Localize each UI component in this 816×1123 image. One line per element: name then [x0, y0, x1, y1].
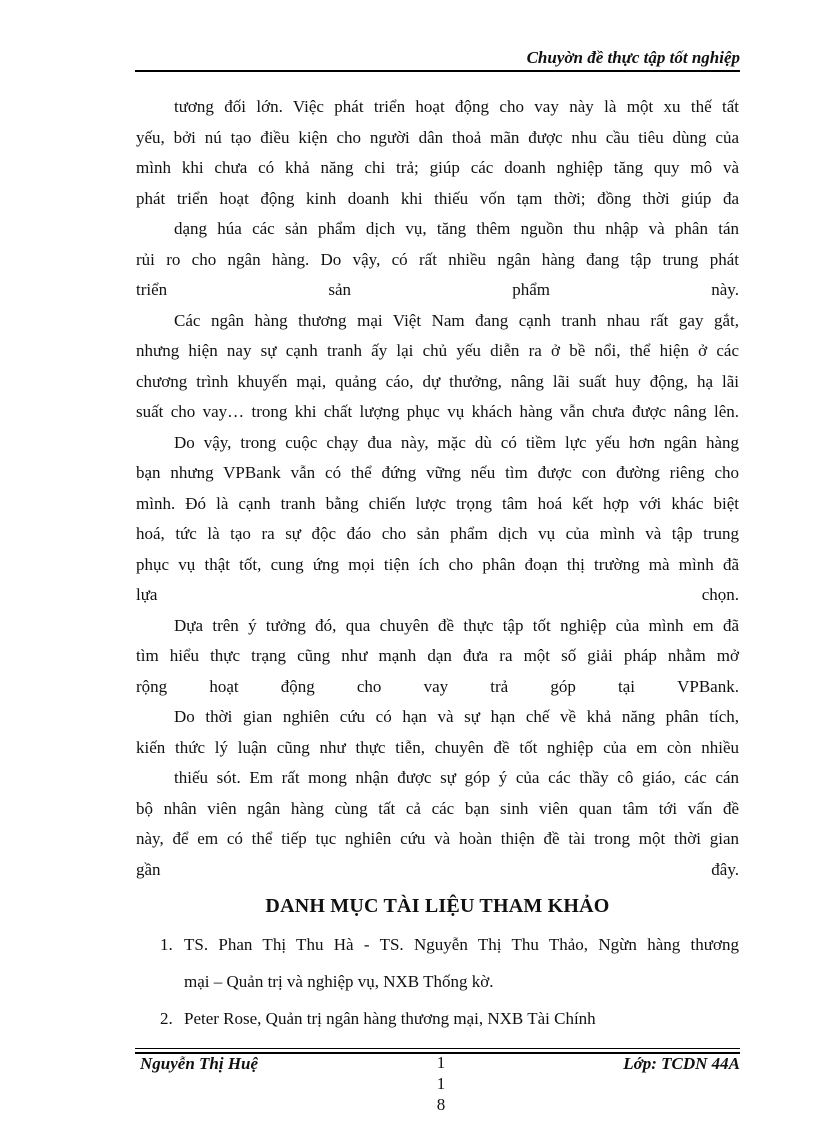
page-digit: 1 [436, 1074, 446, 1093]
text-line: Dựa trên ý tưởng đó, qua chuyên đề thực tập tốt nghiệp của mình em đã [174, 615, 739, 635]
paragraph [136, 611, 739, 703]
text-line: mình. Đó là cạnh tranh bằng chiến lược trọng tâm hoá kết hợp với khác biệt [136, 493, 739, 513]
text-line: nhưng hiện nay sự cạnh tranh ấy lại chủ yếu diễn ra ở bề nổi, thể hiện ở các [136, 341, 739, 360]
header-rule [135, 70, 740, 72]
footer-class: Lớp: TCDN 44A [623, 1054, 740, 1073]
word: hoạt [209, 676, 239, 696]
page-number [426, 1052, 456, 1115]
footer-author: Nguyễn Thị Huệ [140, 1054, 259, 1073]
text-line: Các ngân hàng thương mại Việt Nam đang cạnh tranh nhau rất gay gắt, [174, 310, 739, 330]
paragraph [136, 428, 739, 611]
text-line: bạn nhưng VPBank vẫn có thể đứng vững nếu tìm được con đường riêng cho [136, 463, 739, 482]
word: sản [328, 280, 352, 299]
word: tại [617, 676, 635, 696]
text-line: chương trình khuyến mại, quảng cáo, dự thưởng, nâng lãi suất huy động, hạ lãi [136, 371, 739, 391]
word: góp [550, 676, 576, 696]
text-line [136, 855, 739, 886]
text-line: phát triển hoạt động kinh doanh khi thiếu vốn tạm thời; đồng thời giúp đa [136, 188, 739, 208]
text-line: bộ nhân viên ngân hàng cùng tất cả các bạn sinh viên quan tâm tới vấn đề [136, 798, 739, 818]
word: chọn. [701, 585, 739, 604]
word: đây. [711, 859, 739, 879]
references-heading: DANH MỤC TÀI LIỆU THAM KHẢO [265, 895, 610, 917]
paragraph [136, 92, 739, 306]
word: triển [136, 280, 168, 299]
text-line: Do vậy, trong cuộc chạy đua này, mặc dù có tiềm lực yếu hơn ngân hàng [174, 432, 739, 452]
text-line: rủi ro cho ngân hàng. Do vậy, có rất nhiều ngân hàng đang tập trung phát [136, 249, 739, 269]
word: động [280, 676, 315, 696]
word: vay [423, 676, 449, 696]
page-digit: 8 [436, 1095, 446, 1114]
body-paragraphs [136, 92, 739, 885]
reference-item [136, 1000, 739, 1037]
text-line [136, 580, 739, 611]
reference-item [136, 926, 739, 1000]
text-line: mình khi chưa có khả năng chi trả; giúp các doanh nghiệp tăng quy mô và [136, 158, 739, 177]
footer-rule [135, 1048, 740, 1049]
text-line: tìm hiểu thực trạng cũng như mạnh dạn đưa ra một số giải pháp nhằm mở [136, 646, 739, 665]
word: này. [711, 280, 739, 299]
references-list [136, 926, 739, 1037]
text-line: suất cho vay… trong khi chất lượng phục vụ khách hàng vẫn chưa được nâng lên. [136, 402, 739, 421]
word: VPBank. [677, 676, 739, 696]
document-body [136, 92, 739, 1037]
text-line: phục vụ thật tốt, cung ứng mọi tiện ích cho phân đoạn thị trường mà mình đã [136, 554, 739, 574]
reference-line: Peter Rose, Quản trị ngân hàng thương mại, NXB Tài Chính [184, 1008, 596, 1028]
word: cho [356, 676, 382, 696]
text-line [136, 275, 739, 306]
text-line: hoá, tức là tạo ra sự độc đáo cho sản phẩm dịch vụ của mình và tập trung [136, 524, 739, 543]
text-line: dạng húa các sản phẩm dịch vụ, tăng thêm nguồn thu nhập và phân tán [174, 219, 739, 238]
paragraph [136, 306, 739, 428]
reference-number: 2. [160, 1008, 173, 1028]
word: trả [490, 676, 509, 696]
text-line [136, 672, 739, 703]
word: phẩm [512, 280, 551, 299]
text-line: kiến thức lý luận cũng như thực tiễn, chuyên đề tốt nghiệp của em còn nhiều [136, 737, 739, 757]
word: rộng [136, 676, 168, 696]
reference-number: 1. [160, 934, 173, 954]
reference-line: TS. Phan Thị Thu Hà - TS. Nguyễn Thị Thu Thảo, Ngừn hàng thương [184, 934, 739, 954]
text-line: này, để em có thể tiếp tục nghiên cứu và hoàn thiện đề tài trong một thời gian [136, 829, 739, 848]
paragraph [136, 702, 739, 885]
word: lựa [136, 585, 158, 604]
text-line: thiếu sót. Em rất mong nhận được sự góp ý của các thầy cô giáo, các cán [174, 768, 739, 787]
text-line: Do thời gian nghiên cứu có hạn và sự hạn chế về khả năng phân tích, [174, 707, 739, 726]
word: gần [136, 859, 161, 879]
text-line: tương đối lớn. Việc phát triển hoạt động cho vay này là một xu thế tất [174, 97, 739, 116]
header-title: Chuyờn đề thực tập tốt nghiệp [526, 48, 740, 67]
page-digit: 1 [436, 1053, 446, 1072]
text-line: yếu, bởi nú tạo điều kiện cho người dân thoả mãn được nhu cầu tiêu dùng của [136, 127, 739, 147]
reference-line: mại – Quản trị và nghiệp vụ, NXB Thống kờ. [184, 971, 494, 991]
